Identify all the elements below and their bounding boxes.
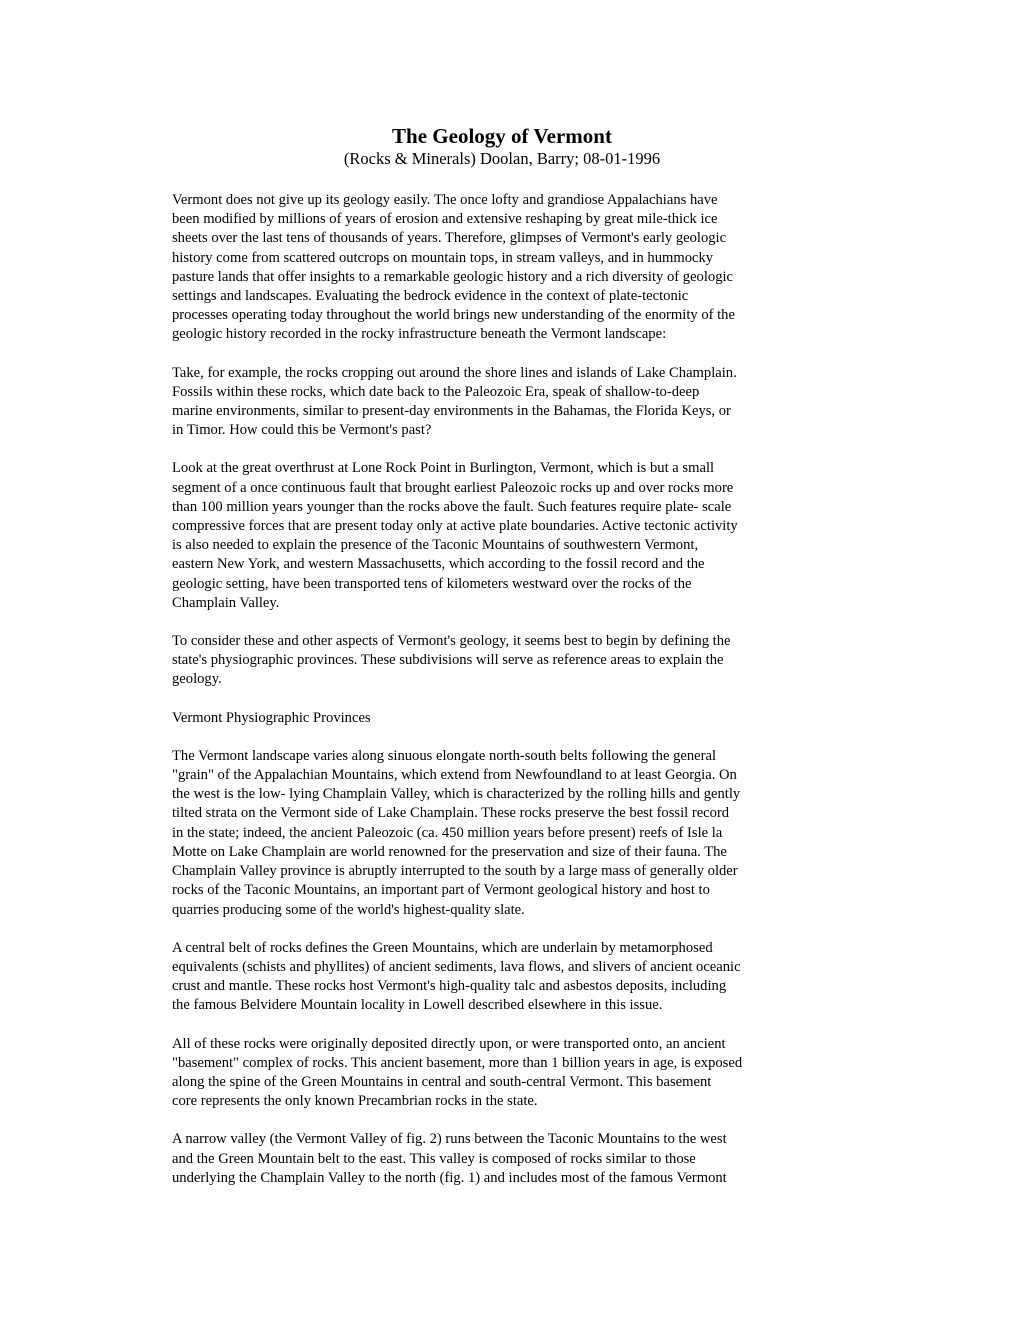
text-line: equivalents (schists and phyllites) of ancient sediments, lava flows, and slivers of ancient oceanic	[172, 958, 741, 975]
text-line: pasture lands that offer insights to a remarkable geologic history and a rich diversity of geologic	[172, 268, 734, 285]
paragraph	[172, 1035, 832, 1112]
text-line: geology.	[172, 671, 222, 688]
paragraph	[172, 939, 832, 1016]
text-line: core represents the only known Precambrian rocks in the state.	[172, 1093, 538, 1110]
text-line: history come from scattered outcrops on mountain tops, in stream valleys, and in hummocky	[172, 249, 714, 266]
text-line: the west is the low- lying Champlain Valley, which is characterized by the rolling hills and gently	[172, 786, 741, 803]
paragraph	[172, 632, 832, 690]
text-line: segment of a once continuous fault that brought earliest Paleozoic rocks up and over rocks more	[172, 479, 734, 496]
text-line: Take, for example, the rocks cropping out around the shore lines and islands of Lake Champlain.	[172, 364, 737, 381]
text-line: geologic history recorded in the rocky infrastructure beneath the Vermont landscape:	[172, 326, 667, 343]
text-line: processes operating today throughout the world brings new understanding of the enormity of the	[172, 307, 735, 324]
text-line: eastern New York, and western Massachusetts, which according to the fossil record and the	[172, 556, 705, 573]
text-line: A central belt of rocks defines the Green Mountains, which are underlain by metamorphosed	[172, 939, 713, 956]
text-line: the famous Belvidere Mountain locality in Lowell described elsewhere in this issue.	[172, 997, 663, 1014]
text-line: state's physiographic provinces. These subdivisions will serve as reference areas to explain the	[172, 652, 724, 669]
text-line: The Vermont landscape varies along sinuous elongate north-south belts following the general	[172, 747, 717, 764]
paragraph	[172, 1130, 832, 1188]
text-line: along the spine of the Green Mountains in central and south-central Vermont. This basement	[172, 1073, 712, 1090]
text-line: and the Green Mountain belt to the east. This valley is composed of rocks similar to those	[172, 1150, 696, 1167]
section-heading	[172, 709, 832, 728]
document-page	[172, 124, 832, 1207]
text-line: "grain" of the Appalachian Mountains, which extend from Newfoundland to at least Georgia. On	[172, 767, 737, 784]
document-body	[172, 191, 832, 1188]
text-line: settings and landscapes. Evaluating the bedrock evidence in the context of plate-tectonic	[172, 288, 689, 305]
text-line: crust and mantle. These rocks host Vermont's high-quality talc and asbestos deposits, including	[172, 978, 727, 995]
text-line: rocks of the Taconic Mountains, an important part of Vermont geological history and host to	[172, 882, 710, 899]
text-line: been modified by millions of years of erosion and extensive reshaping by great mile-thick ice	[172, 211, 718, 228]
paragraph	[172, 191, 832, 345]
text-line: in Timor. How could this be Vermont's past?	[172, 422, 432, 439]
text-line: All of these rocks were originally deposited directly upon, or were transported onto, an ancient	[172, 1035, 726, 1052]
text-line: Champlain Valley province is abruptly interrupted to the south by a large mass of generally older	[172, 863, 738, 880]
text-line: underlying the Champlain Valley to the north (fig. 1) and includes most of the famous Vermont	[172, 1169, 727, 1186]
text-line: geologic setting, have been transported tens of kilometers westward over the rocks of the	[172, 575, 692, 592]
text-line: Champlain Valley.	[172, 594, 280, 611]
text-line: is also needed to explain the presence of the Taconic Mountains of southwestern Vermont,	[172, 537, 699, 554]
text-line: sheets over the last tens of thousands of years. Therefore, glimpses of Vermont's early geologic	[172, 230, 727, 247]
text-line: quarries producing some of the world's highest-quality slate.	[172, 901, 525, 918]
document-title: The Geology of Vermont	[392, 124, 612, 148]
text-line: Fossils within these rocks, which date back to the Paleozoic Era, speak of shallow-to-deep	[172, 383, 700, 400]
text-line: compressive forces that are present today only at active plate boundaries. Active tectonic activity	[172, 518, 738, 535]
text-line: To consider these and other aspects of Vermont's geology, it seems best to begin by defining the	[172, 633, 731, 650]
text-line: than 100 million years younger than the rocks above the fault. Such features require plate- scale	[172, 498, 732, 515]
text-line: Look at the great overthrust at Lone Rock Point in Burlington, Vermont, which is but a small	[172, 460, 715, 477]
text-line: A narrow valley (the Vermont Valley of fig. 2) runs between the Taconic Mountains to the west	[172, 1131, 727, 1148]
paragraph	[172, 747, 832, 920]
text-line: in the state; indeed, the ancient Paleozoic (ca. 450 million years before present) reefs of Isle la	[172, 824, 723, 841]
paragraph	[172, 459, 832, 613]
text-line: "basement" complex of rocks. This ancient basement, more than 1 billion years in age, is exposed	[172, 1054, 743, 1071]
document-subtitle: (Rocks & Minerals) Doolan, Barry; 08-01-1996	[343, 149, 661, 168]
paragraph	[172, 364, 832, 441]
text-line: Vermont Physiographic Provinces	[172, 709, 371, 726]
text-line: tilted strata on the Vermont side of Lake Champlain. These rocks preserve the best fossil record	[172, 805, 730, 822]
text-line: Motte on Lake Champlain are world renowned for the preservation and size of their fauna. The	[172, 843, 727, 860]
text-line: Vermont does not give up its geology easily. The once lofty and grandiose Appalachians have	[172, 192, 718, 208]
text-line: marine environments, similar to present-day environments in the Bahamas, the Florida Keys, or	[172, 403, 731, 420]
